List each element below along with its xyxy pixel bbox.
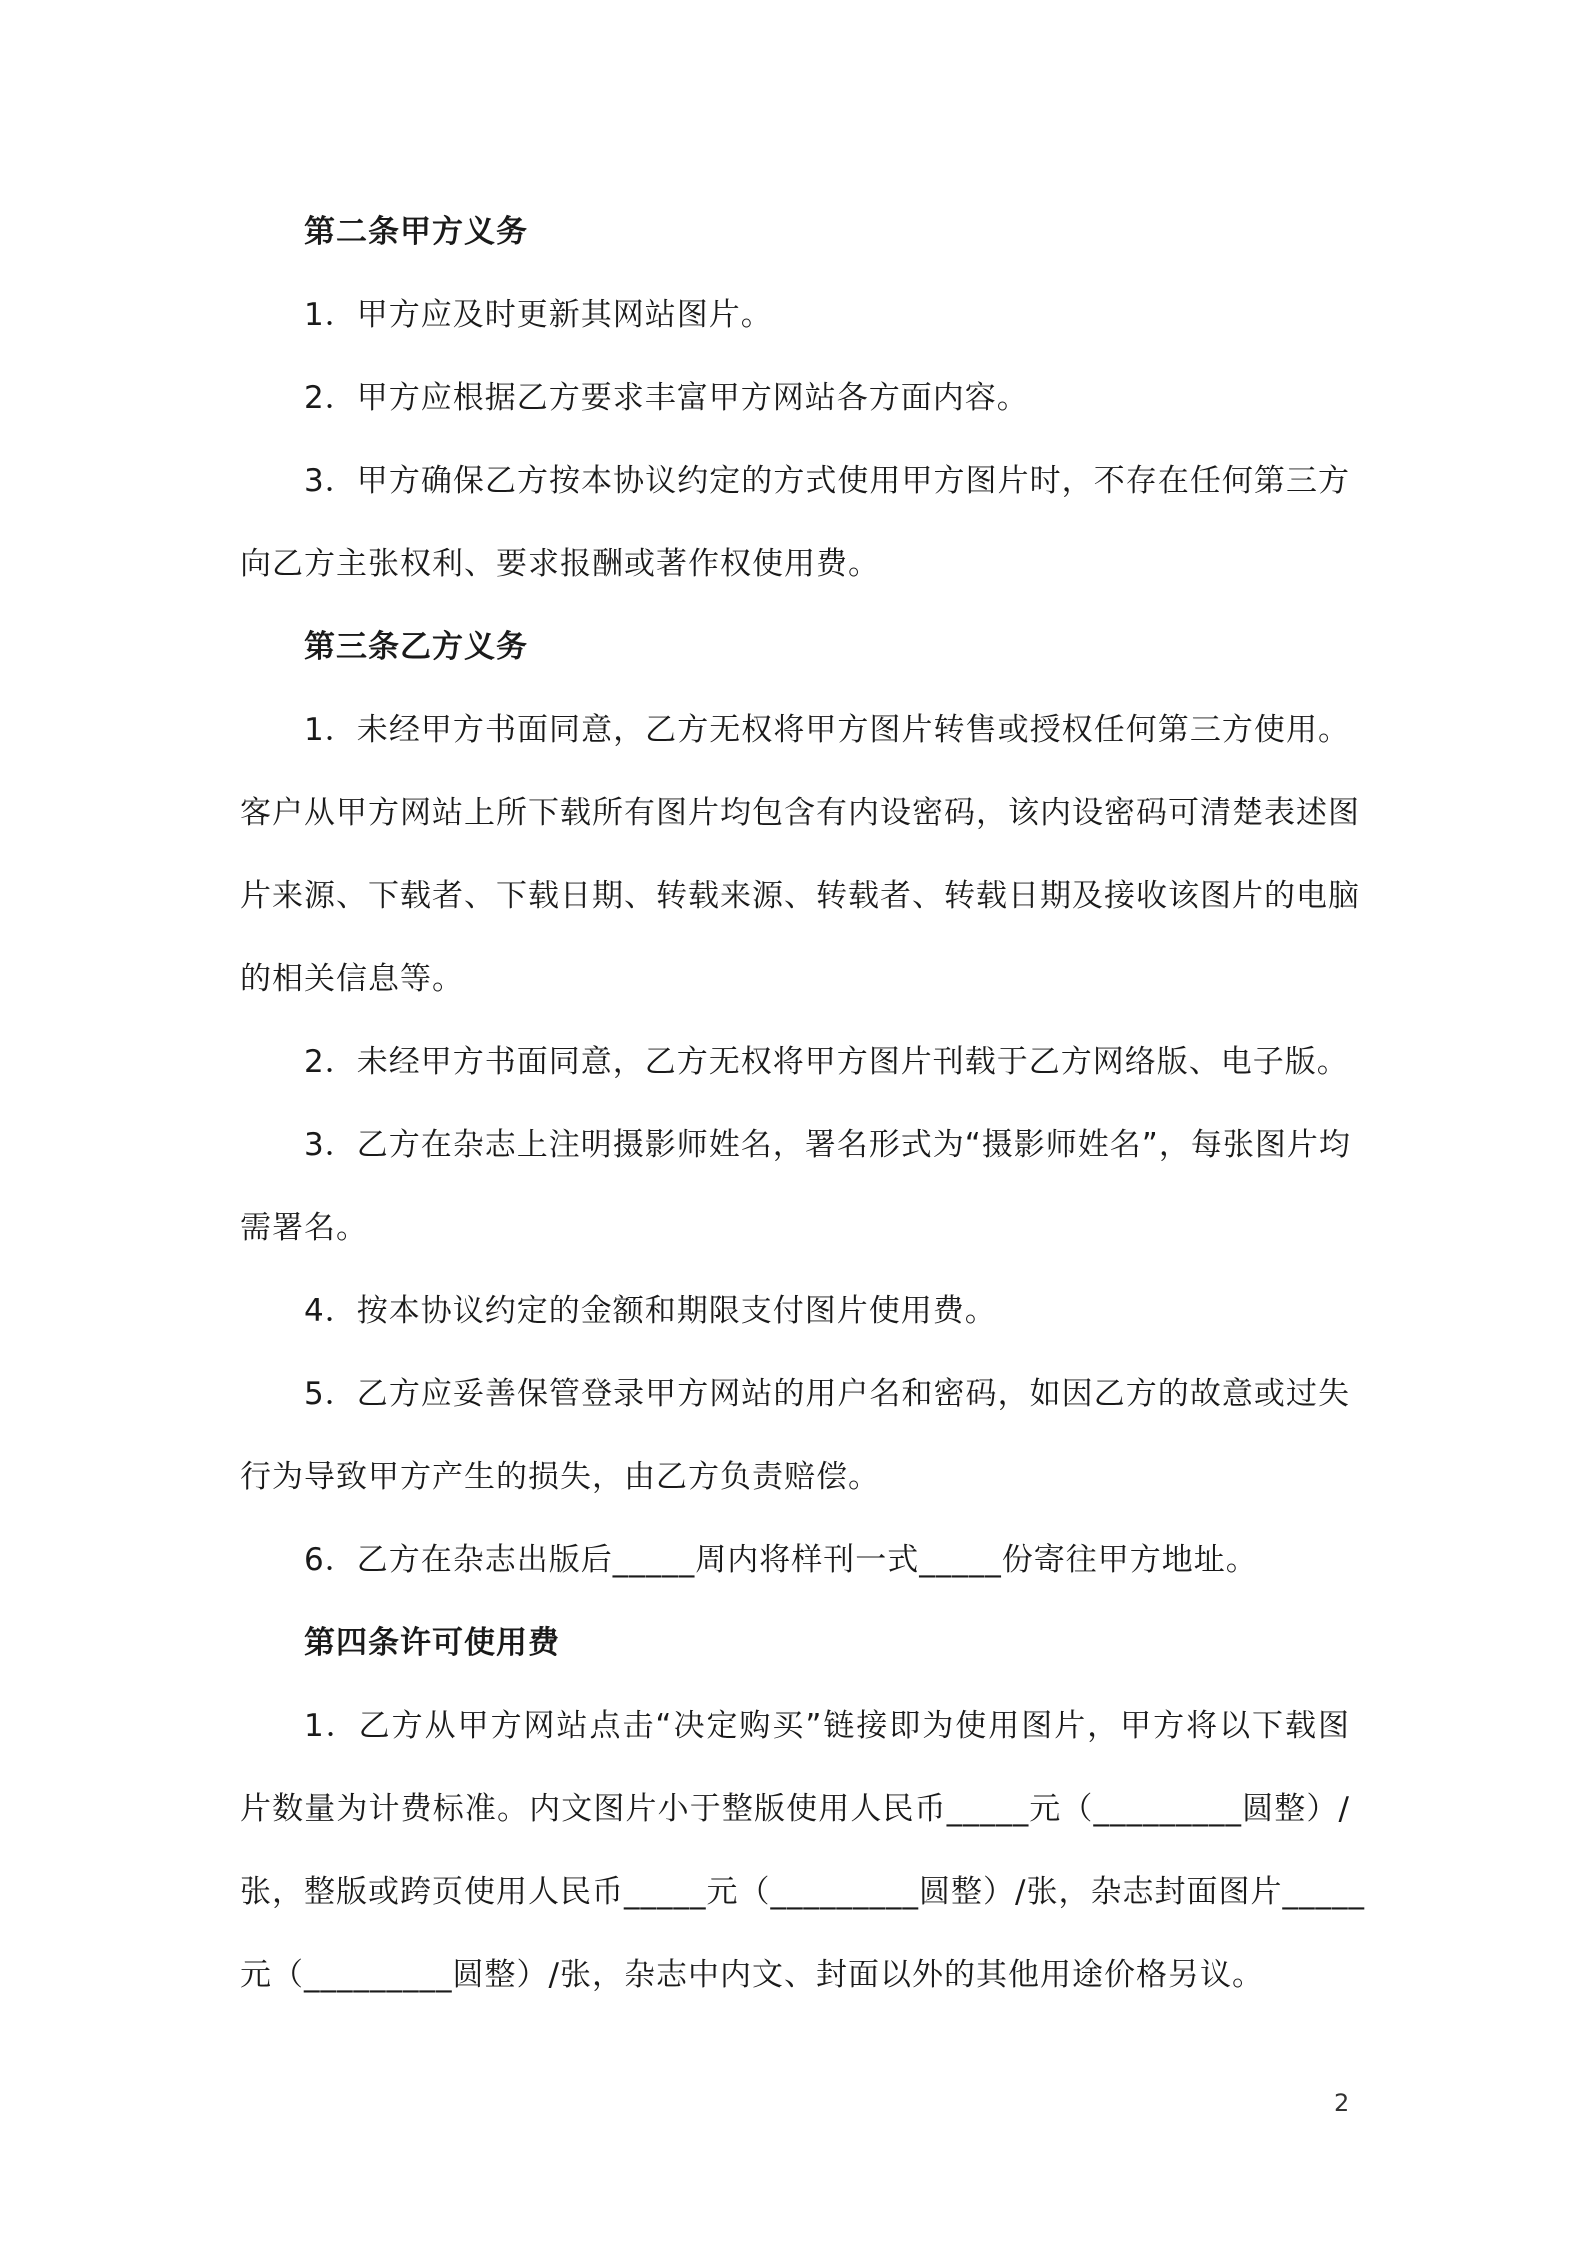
section-heading-article-2: 第二条甲方义务 (304, 214, 528, 250)
paragraph-line: 片数量为计费标准。内文图片小于整版使用人民币_____元（_________圆整）/ (240, 1791, 1350, 1827)
section-heading-article-3: 第三条乙方义务 (304, 629, 528, 665)
paragraph-line: 5．乙方应妥善保管登录甲方网站的用户名和密码，如因乙方的故意或过失 (304, 1376, 1350, 1412)
paragraph-line: 张，整版或跨页使用人民币_____元（_________圆整）/张，杂志封面图片_____ (240, 1874, 1365, 1910)
paragraph-line: 3．甲方确保乙方按本协议约定的方式使用甲方图片时，不存在任何第三方 (304, 463, 1350, 499)
page-number: 2 (1334, 2089, 1350, 2117)
paragraph-line: 3．乙方在杂志上注明摄影师姓名，署名形式为“摄影师姓名”，每张图片均 (304, 1127, 1351, 1163)
paragraph-line: 1．甲方应及时更新其网站图片。 (304, 297, 773, 333)
paragraph-line: 2．甲方应根据乙方要求丰富甲方网站各方面内容。 (304, 380, 1029, 416)
paragraph-line: 4．按本协议约定的金额和期限支付图片使用费。 (304, 1293, 997, 1329)
paragraph-line: 需署名。 (240, 1210, 368, 1246)
paragraph-line: 片来源、下载者、下载日期、转载来源、转载者、转载日期及接收该图片的电脑 (240, 878, 1360, 914)
paragraph-line: 2．未经甲方书面同意，乙方无权将甲方图片刊载于乙方网络版、电子版。 (304, 1044, 1349, 1080)
paragraph-line: 向乙方主张权利、要求报酬或著作权使用费。 (240, 546, 880, 582)
paragraph-line: 行为导致甲方产生的损失，由乙方负责赔偿。 (240, 1459, 880, 1495)
paragraph-line: 1．乙方从甲方网站点击“决定购买”链接即为使用图片，甲方将以下载图 (304, 1708, 1350, 1744)
paragraph-line: 6．乙方在杂志出版后_____周内将样刊一式_____份寄往甲方地址。 (304, 1542, 1258, 1578)
paragraph-line: 元（_________圆整）/张，杂志中内文、封面以外的其他用途价格另议。 (240, 1957, 1264, 1993)
paragraph-line: 客户从甲方网站上所下载所有图片均包含有内设密码，该内设密码可清楚表述图 (240, 795, 1360, 831)
section-heading-article-4: 第四条许可使用费 (304, 1625, 560, 1661)
paragraph-line: 的相关信息等。 (240, 961, 464, 997)
paragraph-line: 1．未经甲方书面同意，乙方无权将甲方图片转售或授权任何第三方使用。 (304, 712, 1350, 748)
